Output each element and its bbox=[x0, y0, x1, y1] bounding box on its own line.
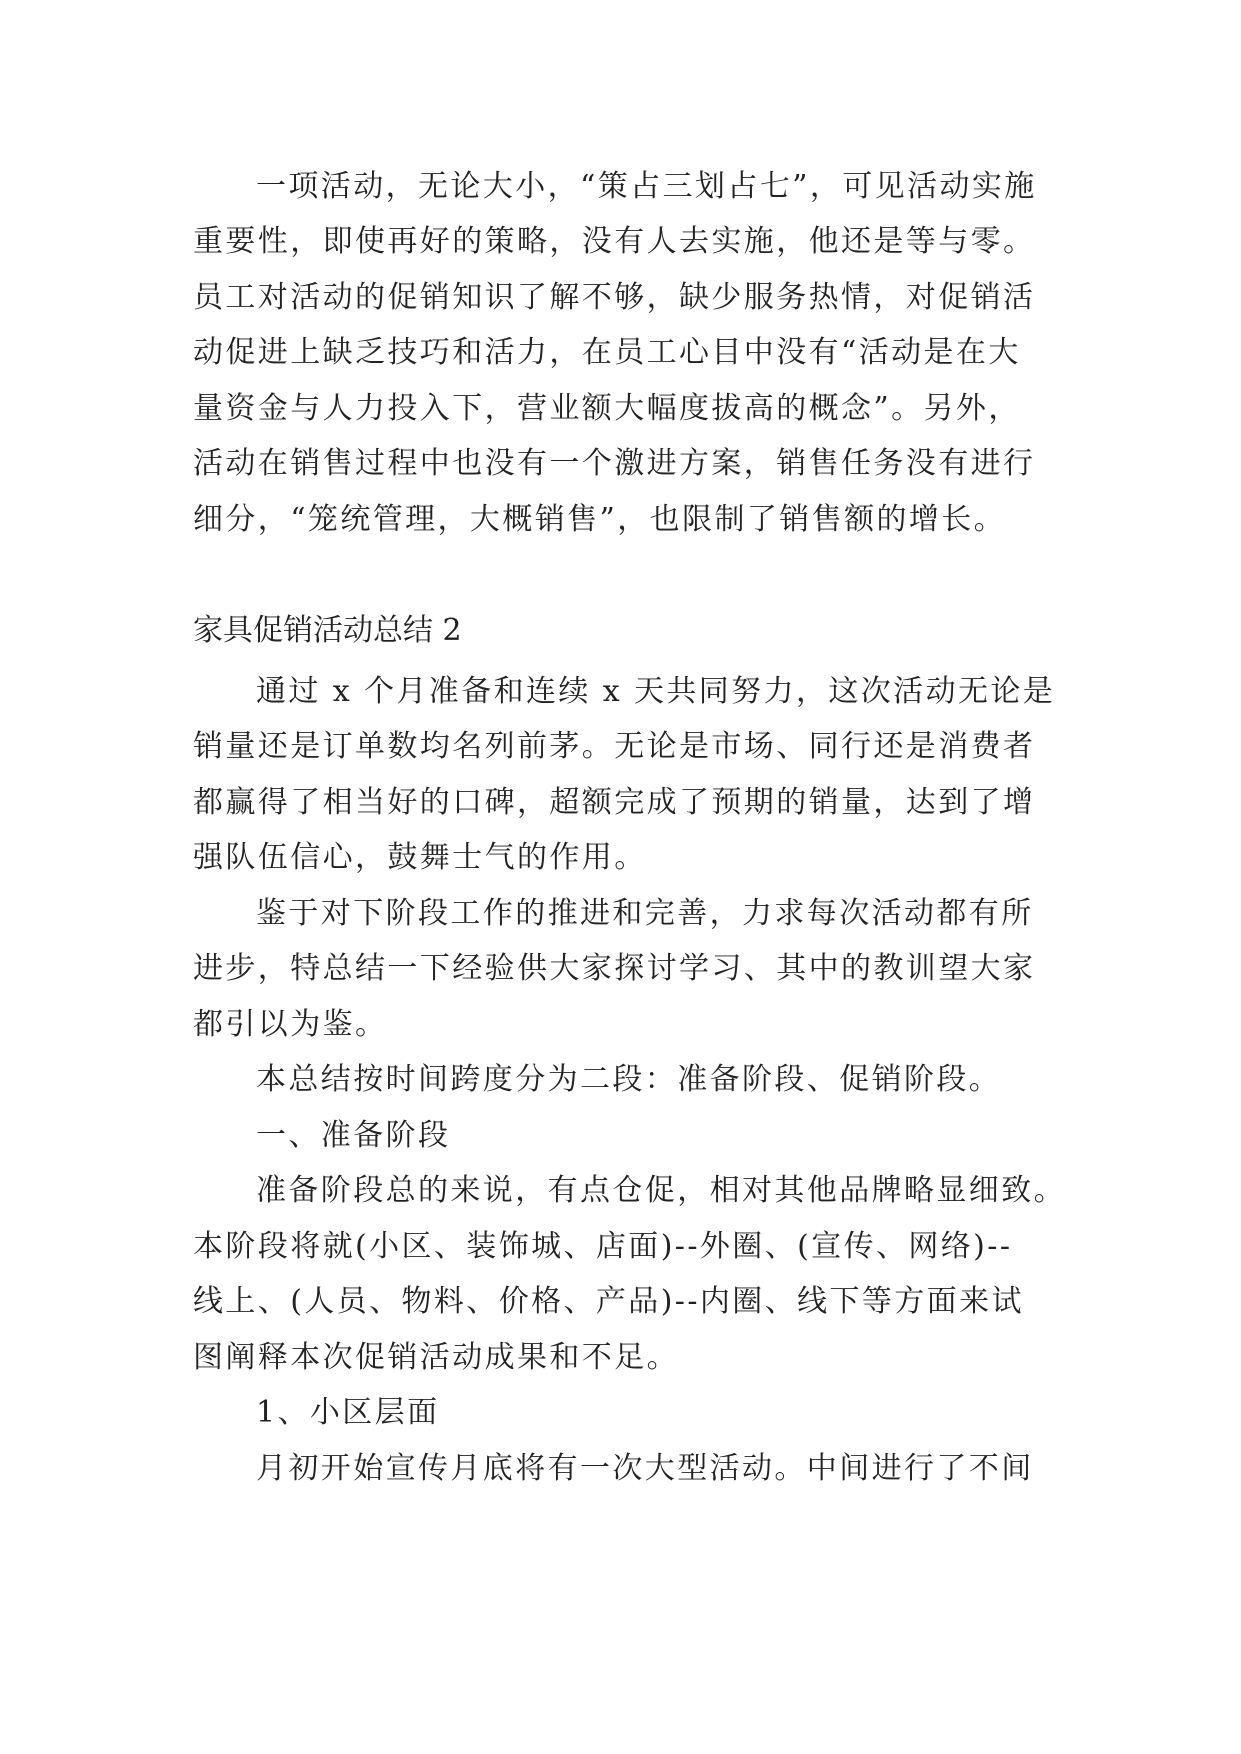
paragraph-line: 活动在销售过程中也没有一个激进方案，销售任务没有进行 bbox=[193, 446, 1036, 481]
paragraph-line: 本总结按时间跨度分为二段：准备阶段、促销阶段。 bbox=[256, 1062, 1002, 1097]
paragraph-line: 图阐释本次促销活动成果和不足。 bbox=[193, 1340, 679, 1375]
paragraph-line: 销量还是订单数均名列前茅。无论是市场、同行还是消费者 bbox=[193, 729, 1036, 764]
paragraph-line: 量资金与人力投入下，营业额大幅度拔高的概念”。另外， bbox=[193, 391, 1021, 426]
paragraph-line: 进步，特总结一下经验供大家探讨学习、其中的教训望大家 bbox=[193, 951, 1036, 986]
paragraph-line: 一项活动，无论大小，“策占三划占七”，可见活动实施 bbox=[256, 169, 1037, 204]
subheading-line: 1、小区层面 bbox=[256, 1395, 440, 1430]
paragraph-line: 通过 x 个月准备和连续 x 天共同努力，这次活动无论是 bbox=[256, 674, 1056, 709]
paragraph-line: 动促进上缺乏技巧和活力，在员工心目中没有“活动是在大 bbox=[193, 335, 1021, 370]
section-heading: 家具促销活动总结 2 bbox=[193, 613, 462, 648]
paragraph-line: 细分，“笼统管理，大概销售”，也限制了销售额的增长。 bbox=[193, 502, 1007, 537]
paragraph-line: 强队伍信心，鼓舞士气的作用。 bbox=[193, 840, 647, 875]
paragraph-line: 鉴于对下阶段工作的推进和完善，力求每次活动都有所 bbox=[256, 896, 1034, 931]
paragraph-line: 都赢得了相当好的口碑，超额完成了预期的销量，达到了增 bbox=[193, 785, 1036, 820]
paragraph-line: 重要性，即使再好的策略，没有人去实施，他还是等与零。 bbox=[193, 224, 1036, 259]
paragraph-line: 本阶段将就(小区、装饰城、店面)--外圈、(宣传、网络)-- bbox=[193, 1229, 1013, 1264]
paragraph-line: 月初开始宣传月底将有一次大型活动。中间进行了不间 bbox=[256, 1451, 1034, 1486]
paragraph-line: 都引以为鉴。 bbox=[193, 1007, 388, 1042]
paragraph-line: 准备阶段总的来说，有点仓促，相对其他品牌略显细致。 bbox=[256, 1173, 1066, 1208]
subheading-line: 一、准备阶段 bbox=[256, 1118, 451, 1153]
paragraph-line: 员工对活动的促销知识了解不够，缺少服务热情，对促销活 bbox=[193, 280, 1036, 315]
paragraph-line: 线上、(人员、物料、价格、产品)--内圈、线下等方面来试 bbox=[193, 1284, 1024, 1319]
